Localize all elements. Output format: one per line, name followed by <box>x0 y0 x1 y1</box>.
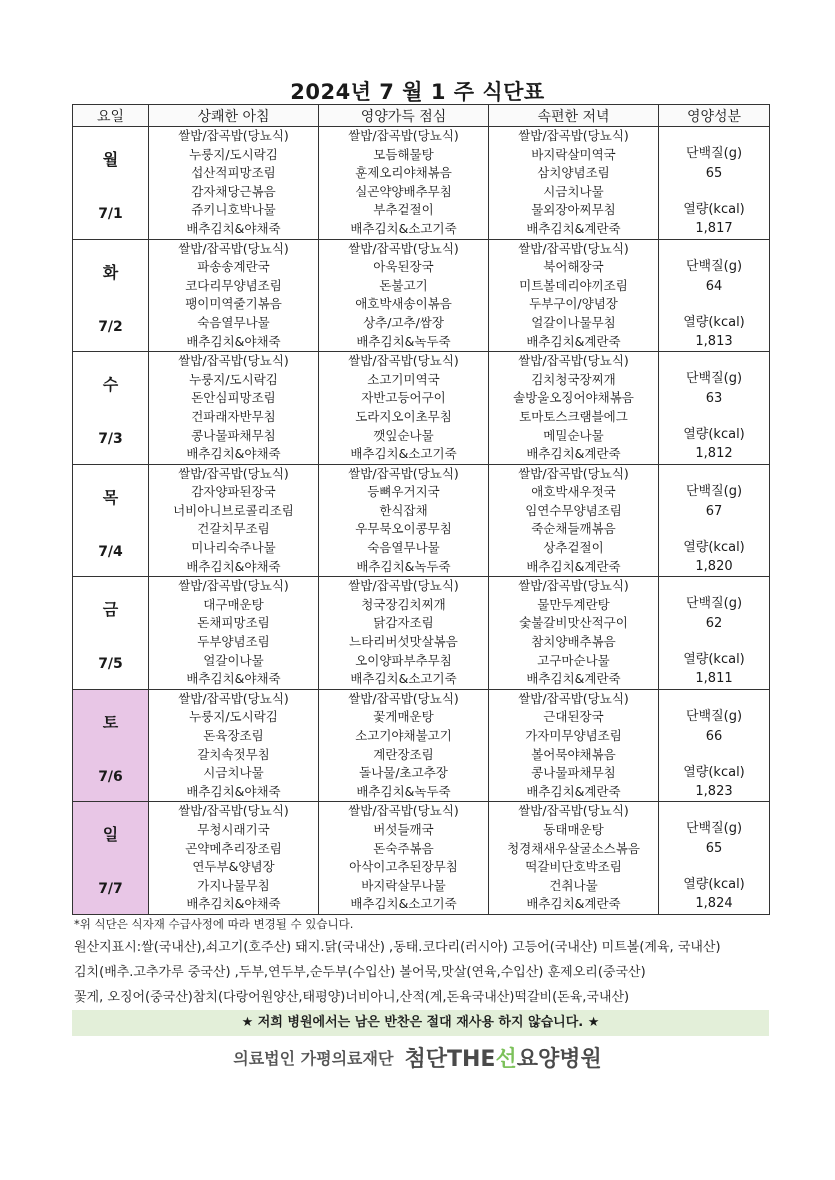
dinner-cell <box>489 239 659 352</box>
dinner-item: 쌀밥/잡곡밥(당뇨식) <box>518 690 629 706</box>
breakfast-item: 미나리숙주나물 <box>191 540 276 556</box>
breakfast-item: 쥬키니호박나물 <box>191 202 276 218</box>
lunch-item: 배추김치&소고기죽 <box>350 896 457 912</box>
lunch-cell <box>319 127 489 240</box>
dinner-item: 배추김치&계란죽 <box>526 558 621 574</box>
day-row <box>73 127 770 240</box>
day-row <box>73 689 770 802</box>
lunch-item: 소고기미역국 <box>367 371 440 387</box>
breakfast-item: 건파래자반무침 <box>191 408 276 424</box>
dinner-cell <box>489 127 659 240</box>
breakfast-item: 가지나물무침 <box>197 877 270 893</box>
breakfast-item: 숙음열무나물 <box>197 314 270 330</box>
day-date: 7/5 <box>98 656 123 673</box>
origin-line-2: 김치(배추.고추가루 중국산) ,두부,연두부,순두부(수입산) 볼어묵,맛살(연육,수입산) 훈제오리(중국산) <box>74 965 646 980</box>
lunch-item: 모듬해물탕 <box>373 146 434 162</box>
page-title: 2024년 7 월 1 주 식단표 <box>290 80 545 104</box>
calories-value: 1,820 <box>695 558 733 574</box>
lunch-item: 쌀밥/잡곡밥(당뇨식) <box>348 803 459 819</box>
day-cell <box>73 127 149 240</box>
hospital-name <box>405 1047 602 1072</box>
calories-label: 열량(kcal) <box>683 877 745 893</box>
protein-label: 단백질(g) <box>685 708 743 724</box>
breakfast-item: 갈치속젓무침 <box>197 746 270 762</box>
dinner-item: 콩나물파채무침 <box>531 765 616 781</box>
breakfast-item: 누룽지/도시락김 <box>189 709 278 725</box>
dinner-item: 고구마순나물 <box>537 652 610 668</box>
nutrition-cell <box>659 352 770 465</box>
lunch-cell <box>319 689 489 802</box>
dinner-item: 청경채새우살굴소스볶음 <box>507 840 640 856</box>
origin-line-1: 원산지표시:쌀(국내산),쇠고기(호주산) 돼지.닭(국내산) ,동태.코다리(러시아) 고등어(국내산) 미트볼(계육, 국내산) <box>74 940 721 955</box>
hospital-name-pre: 첨단THE <box>404 1047 496 1072</box>
calories-value: 1,824 <box>695 896 733 912</box>
lunch-item: 쌀밥/잡곡밥(당뇨식) <box>348 465 459 481</box>
lunch-item: 돈숙주볶음 <box>373 840 434 856</box>
lunch-item: 닭감자조림 <box>373 615 434 631</box>
lunch-item: 자반고등어구이 <box>361 390 446 406</box>
nutrition-cell <box>659 127 770 240</box>
breakfast-item: 감자채당근볶음 <box>191 183 276 199</box>
lunch-item: 훈제오리야채볶음 <box>355 165 452 181</box>
lunch-item: 버섯들깨국 <box>373 821 434 837</box>
protein-label: 단백질(g) <box>685 371 743 387</box>
day-cell <box>73 239 149 352</box>
dinner-item: 배추김치&계란죽 <box>526 896 621 912</box>
hospital-name-post: 요양병원 <box>516 1047 602 1072</box>
calories-label: 열량(kcal) <box>683 427 745 443</box>
lunch-item: 한식잡채 <box>379 502 428 518</box>
lunch-item: 쌀밥/잡곡밥(당뇨식) <box>348 240 459 256</box>
breakfast-item: 섭산적피망조림 <box>191 165 276 181</box>
protein-value: 63 <box>705 391 723 407</box>
protein-label: 단백질(g) <box>685 146 743 161</box>
day-cell <box>73 802 149 915</box>
breakfast-item: 코다리무양념조림 <box>185 277 282 293</box>
lunch-item: 쌀밥/잡곡밥(당뇨식) <box>348 578 459 594</box>
lunch-cell <box>319 239 489 352</box>
dinner-cell <box>489 577 659 690</box>
day-date: 7/7 <box>98 881 123 898</box>
breakfast-item: 쌀밥/잡곡밥(당뇨식) <box>178 353 289 369</box>
day-row <box>73 464 770 577</box>
dinner-item: 배추김치&계란죽 <box>526 333 621 349</box>
breakfast-cell <box>149 802 319 915</box>
meal-plan-table <box>72 104 770 915</box>
lunch-cell <box>319 577 489 690</box>
lunch-cell <box>319 352 489 465</box>
origin-line-3: 꽃게, 오징어(중국산)참치(다랑어원양산,태평양)너비아니,산적(계,돈육국내산)떡갈비(돈육,국내산) <box>74 990 630 1005</box>
nutrition-cell <box>659 802 770 915</box>
dinner-item: 쌀밥/잡곡밥(당뇨식) <box>518 353 629 369</box>
lunch-item: 쌀밥/잡곡밥(당뇨식) <box>348 690 459 706</box>
breakfast-item: 누룽지/도시락김 <box>189 146 278 162</box>
dinner-item: 쌀밥/잡곡밥(당뇨식) <box>518 128 629 143</box>
protein-label: 단백질(g) <box>685 483 743 499</box>
dinner-item: 물외장아찌무침 <box>531 202 616 218</box>
lunch-item: 상추/고추/쌈장 <box>363 314 444 330</box>
protein-value: 65 <box>705 841 723 857</box>
dinner-item: 쌀밥/잡곡밥(당뇨식) <box>518 578 629 594</box>
lunch-item: 배추김치&소고기죽 <box>350 671 457 687</box>
dinner-item: 동태매운탕 <box>543 821 604 837</box>
dinner-item: 죽순채들깨볶음 <box>531 521 616 537</box>
lunch-item: 깻잎순나물 <box>373 427 434 443</box>
dinner-item: 애호박새우젓국 <box>531 484 616 500</box>
nutrition-cell <box>659 577 770 690</box>
lunch-item: 배추김치&녹두죽 <box>356 333 451 349</box>
calories-label: 열량(kcal) <box>683 764 745 780</box>
breakfast-item: 쌀밥/잡곡밥(당뇨식) <box>178 128 289 143</box>
calories-label: 열량(kcal) <box>683 202 745 217</box>
dinner-cell <box>489 464 659 577</box>
day-date: 7/1 <box>98 206 123 222</box>
dinner-item: 물만두계란탕 <box>537 596 610 612</box>
breakfast-item: 파송송계란국 <box>197 259 270 275</box>
lunch-item: 계란장조림 <box>373 746 434 762</box>
lunch-item: 아삭이고추된장무침 <box>349 859 458 875</box>
dinner-item: 두부구이/양념장 <box>529 296 618 312</box>
nutrition-cell <box>659 689 770 802</box>
day-cell <box>73 352 149 465</box>
dinner-cell <box>489 689 659 802</box>
header-day: 요일 <box>73 105 149 127</box>
dinner-item: 김치청국장찌개 <box>531 371 616 387</box>
calories-value: 1,811 <box>695 671 733 687</box>
breakfast-item: 콩나물파채무침 <box>191 427 276 443</box>
calories-label: 열량(kcal) <box>683 539 745 555</box>
protein-value: 64 <box>705 278 723 294</box>
dinner-item: 배추김치&계란죽 <box>526 446 621 462</box>
foundation-name: 의료법인 가평의료재단 <box>233 1049 394 1068</box>
calories-value: 1,812 <box>695 446 733 462</box>
breakfast-cell <box>149 689 319 802</box>
breakfast-item: 연두부&양념장 <box>192 859 275 875</box>
hospital-name-accent: 선 <box>495 1047 517 1072</box>
breakfast-item: 배추김치&야채죽 <box>186 220 281 236</box>
day-row <box>73 239 770 352</box>
protein-value: 65 <box>705 166 723 181</box>
dinner-item: 건취나물 <box>549 877 598 893</box>
day-cell <box>73 577 149 690</box>
dinner-item: 얼갈이나물무침 <box>531 314 616 330</box>
day-date: 7/6 <box>98 768 123 785</box>
dinner-item: 쌀밥/잡곡밥(당뇨식) <box>518 465 629 481</box>
calories-value: 1,813 <box>695 333 733 349</box>
dinner-cell <box>489 352 659 465</box>
lunch-item: 도라지오이초무침 <box>355 408 452 424</box>
breakfast-item: 무청시래기국 <box>197 821 270 837</box>
day-name: 화 <box>102 262 119 282</box>
breakfast-item: 너비아니브로콜리조림 <box>173 502 294 518</box>
day-name: 금 <box>102 600 119 620</box>
dinner-item: 북어해장국 <box>543 259 604 275</box>
lunch-cell <box>319 802 489 915</box>
day-name: 수 <box>102 375 119 395</box>
day-row <box>73 577 770 690</box>
breakfast-item: 얼갈이나물 <box>203 652 264 668</box>
dinner-item: 참치양배추볶음 <box>531 634 616 650</box>
day-name: 일 <box>102 825 119 845</box>
lunch-item: 배추김치&녹두죽 <box>356 783 451 799</box>
breakfast-item: 대구매운탕 <box>203 596 264 612</box>
breakfast-cell <box>149 464 319 577</box>
breakfast-item: 건갈치무조림 <box>197 521 270 537</box>
dinner-item: 시금치나물 <box>543 183 604 199</box>
breakfast-item: 곤약메추리장조림 <box>185 840 282 856</box>
breakfast-item: 돈채피망조림 <box>197 615 270 631</box>
lunch-item: 배추김치&소고기죽 <box>350 220 457 236</box>
dinner-item: 바지락살미역국 <box>531 146 616 162</box>
dinner-item: 솔방울오징어야채볶음 <box>513 390 634 406</box>
dinner-item: 배추김치&계란죽 <box>526 783 621 799</box>
day-row <box>73 352 770 465</box>
dinner-item: 배추김치&계란죽 <box>526 671 621 687</box>
dinner-item: 임연수무양념조림 <box>525 502 622 518</box>
dinner-item: 메밀순나물 <box>543 427 604 443</box>
lunch-item: 쌀밥/잡곡밥(당뇨식) <box>348 128 459 143</box>
day-name: 목 <box>102 487 119 507</box>
breakfast-item: 시금치나물 <box>203 765 264 781</box>
lunch-item: 소고기야채불고기 <box>355 728 452 743</box>
breakfast-item: 쌀밥/잡곡밥(당뇨식) <box>178 803 289 819</box>
day-date: 7/3 <box>98 431 123 448</box>
lunch-item: 청국장김치찌개 <box>361 596 446 612</box>
dinner-item: 근대된장국 <box>543 709 604 725</box>
breakfast-item: 감자양파된장국 <box>191 484 276 500</box>
day-cell <box>73 464 149 577</box>
dinner-item: 쌀밥/잡곡밥(당뇨식) <box>518 240 629 256</box>
lunch-item: 등뼈우거지국 <box>367 484 440 500</box>
dinner-item: 쌀밥/잡곡밥(당뇨식) <box>518 803 629 819</box>
breakfast-item: 배추김치&야채죽 <box>186 446 281 462</box>
protein-label: 단백질(g) <box>685 258 743 274</box>
protein-value: 62 <box>705 616 723 632</box>
header-breakfast: 상쾌한 아침 <box>149 105 319 127</box>
dinner-item: 미트볼데리야끼조림 <box>519 277 628 293</box>
day-name: 월 <box>102 150 119 169</box>
breakfast-item: 배추김치&야채죽 <box>186 333 281 349</box>
breakfast-cell <box>149 577 319 690</box>
day-date: 7/2 <box>98 318 123 335</box>
breakfast-item: 돈안심피망조림 <box>191 390 276 406</box>
breakfast-item: 쌀밥/잡곡밥(당뇨식) <box>178 465 289 481</box>
table-header-row <box>73 105 770 127</box>
calories-label: 열량(kcal) <box>683 652 745 668</box>
protein-label: 단백질(g) <box>685 821 743 837</box>
lunch-item: 애호박새송이볶음 <box>355 296 452 312</box>
nutrition-cell <box>659 239 770 352</box>
no-reuse-banner: ★ 저희 병원에서는 남은 반찬은 절대 재사용 하지 않습니다. ★ <box>72 1010 769 1036</box>
lunch-cell <box>319 464 489 577</box>
dinner-item: 숯불갈비맛산적구이 <box>519 615 628 631</box>
breakfast-item: 배추김치&야채죽 <box>186 558 281 574</box>
hospital-footer <box>0 1042 835 1073</box>
breakfast-item: 배추김치&야채죽 <box>186 671 281 687</box>
breakfast-item: 두부양념조림 <box>197 634 270 650</box>
breakfast-cell <box>149 239 319 352</box>
lunch-item: 느타리버섯맛살볶음 <box>349 634 458 650</box>
protein-label: 단백질(g) <box>685 596 743 612</box>
breakfast-item: 쌀밥/잡곡밥(당뇨식) <box>178 578 289 594</box>
calories-value: 1,817 <box>695 221 733 236</box>
protein-value: 66 <box>705 728 723 744</box>
lunch-item: 돈불고기 <box>379 277 428 293</box>
breakfast-cell <box>149 352 319 465</box>
lunch-item: 쌀밥/잡곡밥(당뇨식) <box>348 353 459 369</box>
dinner-item: 토마토스크램블에그 <box>519 408 628 424</box>
calories-label: 열량(kcal) <box>683 314 745 330</box>
lunch-item: 꽃게매운탕 <box>373 709 434 725</box>
lunch-item: 아욱된장국 <box>373 259 434 275</box>
breakfast-item: 팽이미역줄기볶음 <box>185 296 282 312</box>
breakfast-cell <box>149 127 319 240</box>
nutrition-cell <box>659 464 770 577</box>
change-notice: *위 식단은 식자재 수급사정에 따라 변경될 수 있습니다. <box>74 917 354 931</box>
breakfast-item: 쌀밥/잡곡밥(당뇨식) <box>178 690 289 706</box>
lunch-item: 돌나물/초고추장 <box>359 765 448 781</box>
breakfast-item: 쌀밥/잡곡밥(당뇨식) <box>178 240 289 256</box>
day-cell <box>73 689 149 802</box>
dinner-item: 떡갈비단호박조림 <box>525 859 622 875</box>
lunch-item: 부추겉절이 <box>373 202 434 218</box>
lunch-item: 오이양파부추무침 <box>355 652 452 668</box>
breakfast-item: 배추김치&야채죽 <box>186 783 281 799</box>
header-lunch: 영양가득 점심 <box>319 105 489 127</box>
header-nutrition: 영양성분 <box>659 105 770 127</box>
header-dinner: 속편한 저녁 <box>489 105 659 127</box>
lunch-item: 숙음열무나물 <box>367 540 440 556</box>
dinner-item: 볼어묵야채볶음 <box>531 746 616 762</box>
lunch-item: 배추김치&녹두죽 <box>356 558 451 574</box>
lunch-item: 바지락살무나물 <box>361 877 446 893</box>
dinner-item: 배추김치&계란죽 <box>526 220 621 236</box>
calories-value: 1,823 <box>695 783 733 799</box>
breakfast-item: 누룽지/도시락김 <box>189 371 278 387</box>
dinner-item: 가자미무양념조림 <box>525 728 622 743</box>
breakfast-item: 배추김치&야채죽 <box>186 896 281 912</box>
lunch-item: 우무묵오이콩무침 <box>355 521 452 537</box>
dinner-item: 상추겉절이 <box>543 540 604 556</box>
protein-value: 67 <box>705 503 723 519</box>
dinner-item: 삼치양념조림 <box>537 165 610 181</box>
day-row <box>73 802 770 915</box>
day-name: 토 <box>102 712 119 732</box>
day-date: 7/4 <box>98 543 123 560</box>
dinner-cell <box>489 802 659 915</box>
breakfast-item: 돈육장조림 <box>203 728 264 743</box>
lunch-item: 실곤약양배추무침 <box>355 183 452 199</box>
lunch-item: 배추김치&소고기죽 <box>350 446 457 462</box>
